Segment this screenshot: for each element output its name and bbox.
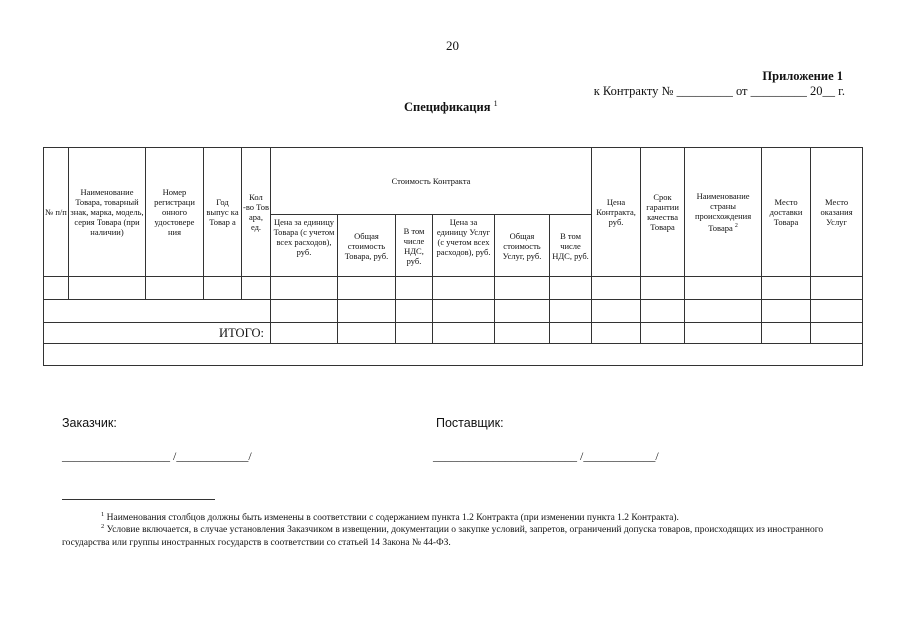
header-vat-goods: В том числе НДС, руб. [396,215,433,277]
table-cell[interactable] [811,277,863,300]
specification-table [43,147,863,366]
table-cell[interactable] [433,323,495,344]
header-country-footnote-mark: 2 [734,223,738,230]
table-cell[interactable] [685,300,762,323]
specification-title-text: Спецификация [404,100,491,115]
header-price-services: Цена за единицу Услуг (с учетом всех расходов), руб. [433,215,495,277]
header-year: Год выпус ка Товар а [204,148,242,277]
footnote-2-number: 2 [101,523,105,530]
table-row [44,300,863,323]
specification-title [404,99,498,115]
table-cell[interactable] [641,277,685,300]
table-cell[interactable] [271,300,338,323]
table-cell[interactable] [338,277,396,300]
table-cell[interactable] [433,277,495,300]
table-cell[interactable] [242,277,271,300]
appendix-title: Приложение 1 [762,69,843,83]
table-cell[interactable] [433,300,495,323]
specification-footnote-mark: 1 [493,99,498,108]
table-cell[interactable] [685,277,762,300]
header-price-goods: Цена за единицу Товара (с учетом всех расходов), руб. [271,215,338,277]
header-vat-services: В том числе НДС, руб. [550,215,592,277]
supplier-signature-line[interactable]: ________________________ /____________/ [433,449,659,463]
table-cell[interactable] [495,323,550,344]
header-quantity: Кол -во Тов ара, ед. [242,148,271,277]
table-cell[interactable] [641,300,685,323]
table-cell[interactable] [204,277,242,300]
table-row [44,277,863,300]
header-warranty: Срок гарантии качества Товара [641,148,685,277]
table-cell[interactable] [550,277,592,300]
customer-signature-line[interactable]: __________________ /____________/ [62,449,252,463]
table-cell-full-width[interactable] [44,344,863,366]
table-header-row [44,148,863,215]
table-cell[interactable] [271,323,338,344]
table-cell[interactable] [641,323,685,344]
table-cell[interactable] [396,300,433,323]
table-cell[interactable] [592,277,641,300]
footnote-divider [62,499,215,500]
header-contract-price: Цена Контракта, руб. [592,148,641,277]
footnote-1-number: 1 [101,511,105,518]
table-cell[interactable] [811,300,863,323]
table-cell[interactable] [396,277,433,300]
footnote-1-text: Наименования столбцов должны быть изменены в соответствии с содержанием пункта 1.2 Контракта (при изменении пункта 1.2 Контракта). [104,513,679,524]
customer-label: Заказчик: [62,416,117,430]
table-cell[interactable] [762,300,811,323]
total-label: ИТОГО: [44,323,271,344]
header-delivery-place: Место доставки Товара [762,148,811,277]
table-row [44,344,863,366]
table-cell[interactable] [44,277,69,300]
table-total-row [44,323,863,344]
header-num: № п/п [44,148,69,277]
contract-reference-line: к Контракту № _________ от _________ 20__ г. [593,84,845,98]
table-cell[interactable] [338,300,396,323]
table-cell[interactable] [762,323,811,344]
table-cell[interactable] [495,277,550,300]
footnote-2-text: Условие включается, в случае установления Заказчиком в извещении, документации о закупке условий, запретов, ограничений допуска товаров, происходящих из иностранного государства или группы иностранных государств в соответствии со статьей 14 Закона № 44-ФЗ. [62,525,824,549]
header-product-name: Наименование Товара, товарный знак, марка, модель, серия Товара (при наличии) [69,148,146,277]
header-country [685,148,762,277]
table-cell[interactable] [592,300,641,323]
header-country-text: Наименование страны происхождения Товара [694,191,752,233]
table-cell[interactable] [338,323,396,344]
table-cell-merged[interactable] [44,300,271,323]
table-cell[interactable] [592,323,641,344]
table-cell[interactable] [550,323,592,344]
header-contract-cost-group: Стоимость Контракта [271,148,592,215]
page-number: 20 [446,38,459,53]
header-service-place: Место оказания Услуг [811,148,863,277]
supplier-label: Поставщик: [436,416,504,430]
table-cell[interactable] [69,277,146,300]
table-cell[interactable] [762,277,811,300]
table-cell[interactable] [396,323,433,344]
table-cell[interactable] [685,323,762,344]
table-cell[interactable] [550,300,592,323]
footnote-2 [62,520,852,550]
table-cell[interactable] [146,277,204,300]
header-registration-number: Номер регистраци онного удостовере ния [146,148,204,277]
header-total-goods: Общая стоимость Товара, руб. [338,215,396,277]
table-cell[interactable] [495,300,550,323]
table-cell[interactable] [271,277,338,300]
table-cell[interactable] [811,323,863,344]
header-total-services: Общая стоимость Услуг, руб. [495,215,550,277]
